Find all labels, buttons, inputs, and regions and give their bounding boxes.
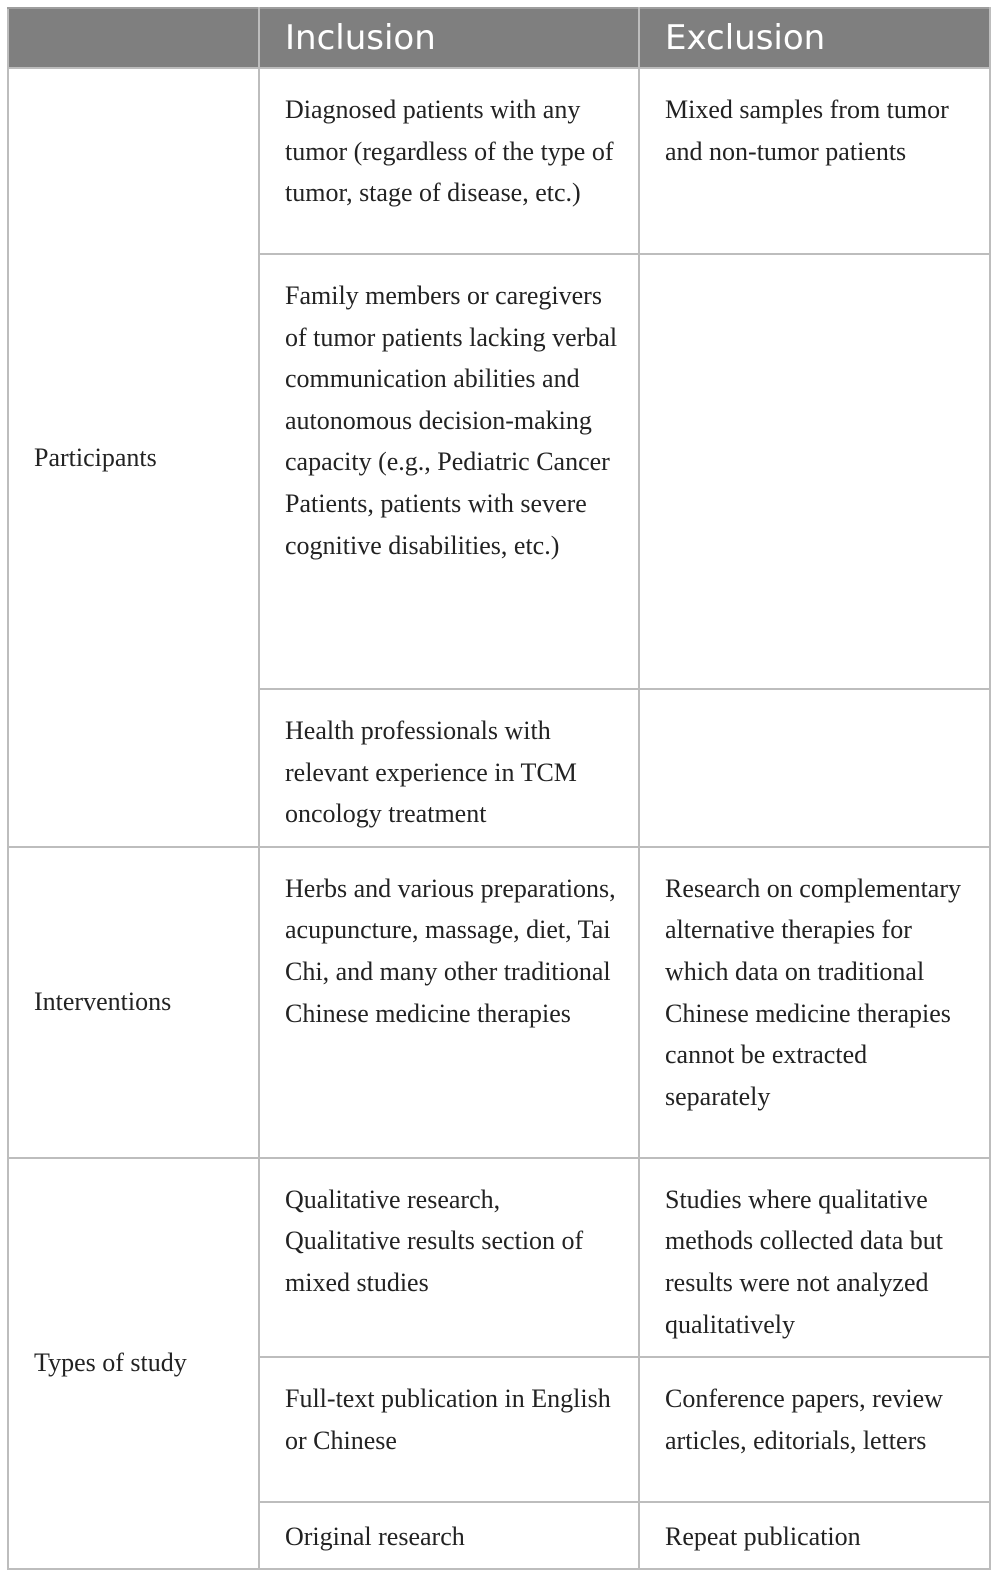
category-types-of-study: Types of study [8, 1158, 259, 1569]
category-participants: Participants [8, 68, 259, 847]
category-interventions: Interventions [8, 847, 259, 1158]
exclusion-cell: Repeat publication [639, 1502, 990, 1569]
exclusion-cell: Research on complementary alternative therapies for which data on traditional Chinese medicine therapies cannot be extracted separately [639, 847, 990, 1158]
exclusion-cell [639, 689, 990, 847]
exclusion-cell: Studies where qualitative methods collected data but results were not analyzed qualitatively [639, 1158, 990, 1357]
inclusion-cell: Health professionals with relevant experience in TCM oncology treatment [259, 689, 639, 847]
criteria-table [7, 7, 991, 1570]
header-inclusion: Inclusion [259, 8, 639, 68]
header-corner-cell [8, 8, 259, 68]
inclusion-cell: Original research [259, 1502, 639, 1569]
inclusion-cell: Qualitative research, Qualitative results section of mixed studies [259, 1158, 639, 1357]
table-row [8, 847, 990, 1158]
exclusion-cell: Mixed samples from tumor and non-tumor patients [639, 68, 990, 254]
inclusion-cell: Herbs and various preparations, acupuncture, massage, diet, Tai Chi, and many other traditional Chinese medicine therapies [259, 847, 639, 1158]
header-exclusion: Exclusion [639, 8, 990, 68]
table-row [8, 68, 990, 254]
exclusion-cell: Conference papers, review articles, editorials, letters [639, 1357, 990, 1502]
table-row [8, 1158, 990, 1357]
inclusion-cell: Full-text publication in English or Chinese [259, 1357, 639, 1502]
inclusion-cell: Family members or caregivers of tumor patients lacking verbal communication abilities and autonomous decision-making capacity (e.g., Pediatric Cancer Patients, patients with severe cognitive disabilities, etc.) [259, 254, 639, 689]
exclusion-cell [639, 254, 990, 689]
table-header-row [8, 8, 990, 68]
inclusion-cell: Diagnosed patients with any tumor (regardless of the type of tumor, stage of disease, etc.) [259, 68, 639, 254]
